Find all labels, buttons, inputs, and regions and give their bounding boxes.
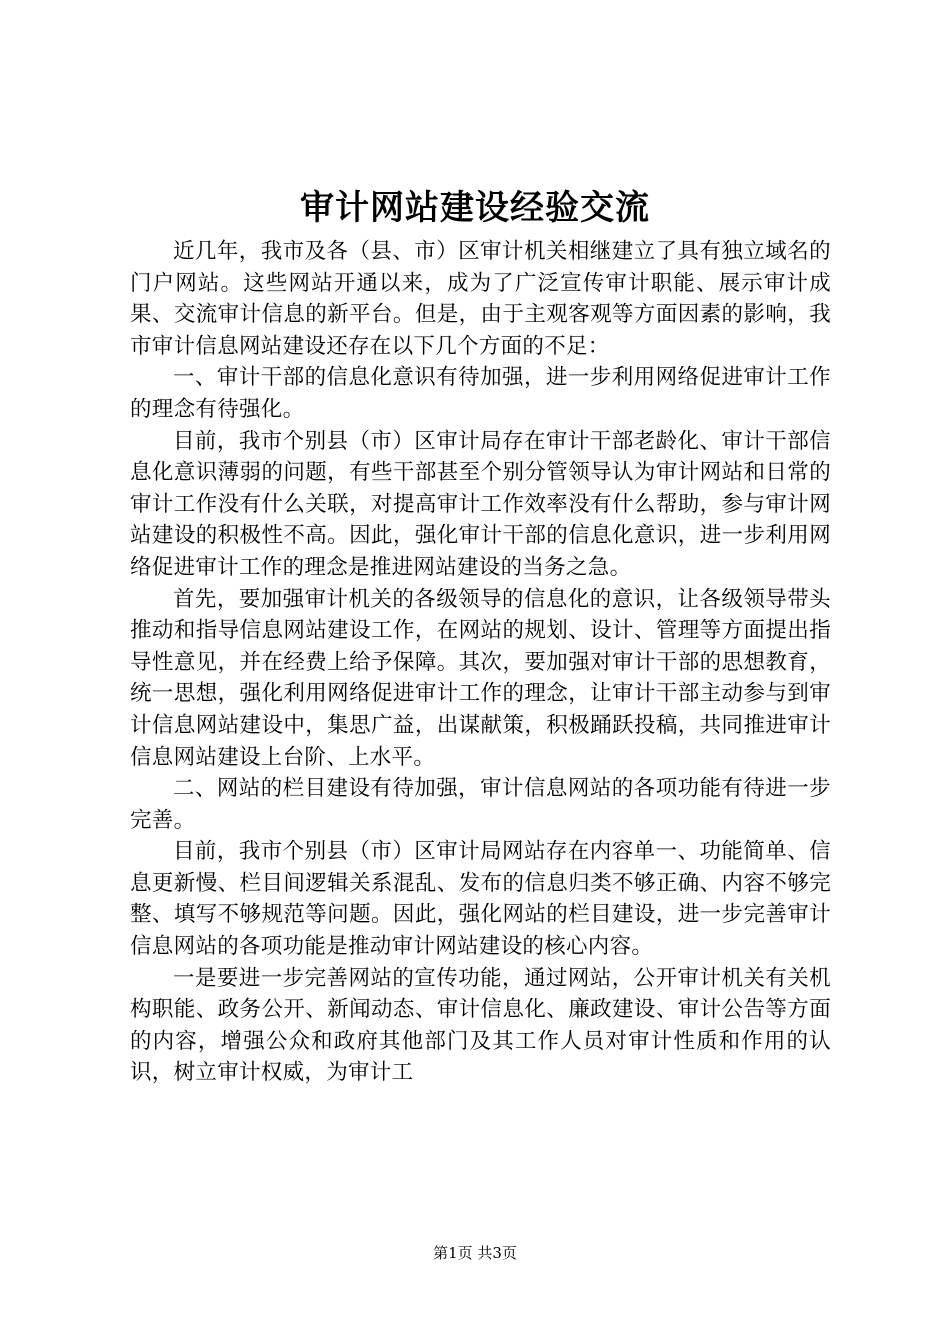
paragraph: 目前，我市个别县（市）区审计局存在审计干部老龄化、审计干部信息化意识薄弱的问题，有些干部甚至个别分管领导认为审计网站和日常的审计工作没有什么关联，对提高审计工作效率没有什么帮助，参与审计网站建设的积极性不高。因此，强化审计干部的信息化意识，进一步利用网络促进审计工作的理念是推进网站建设的当务之急。: [130, 428, 831, 580]
paragraph: 一是要进一步完善网站的宣传功能，通过网站，公开审计机关有关机构职能、政务公开、新闻动态、审计信息化、廉政建设、审计公告等方面的内容，增强公众和政府其他部门及其工作人员对审计性质和作用的认识，树立审计权威，为审计工: [130, 965, 831, 1086]
document-title: 审计网站建设经验交流: [300, 188, 650, 228]
paragraph: 目前，我市个别县（市）区审计局网站存在内容单一、功能简单、信息更新慢、栏目间逻辑关系混乱、发布的信息归类不够正确、内容不够完整、填写不够规范等问题。因此，强化网站的栏目建设，进一步完善审计信息网站的各项功能是推动审计网站建设的核心内容。: [130, 839, 831, 960]
paragraph: 二、网站的栏目建设有待加强，审计信息网站的各项功能有待进一步完善。: [130, 776, 831, 833]
paragraph: 首先，要加强审计机关的各级领导的信息化的意识，让各级领导带头推动和指导信息网站建设工作，在网站的规划、设计、管理等方面提出指导性意见，并在经费上给予保障。其次，要加强对审计干部的思想教育，统一思想，强化利用网络促进审计工作的理念，让审计干部主动参与到审计信息网站建设中，集思广益，出谋献策，积极踊跃投稿，共同推进审计信息网站建设上台阶、上水平。: [130, 586, 831, 770]
page-footer: 第1页 共3页: [433, 1244, 517, 1262]
paragraph: 近几年，我市及各（县、市）区审计机关相继建立了具有独立域名的门户网站。这些网站开通以来，成为了广泛宣传审计职能、展示审计成果、交流审计信息的新平台。但是，由于主观客观等方面因素的影响，我市审计信息网站建设还存在以下几个方面的不足：: [130, 239, 831, 359]
document-body: [130, 236, 831, 1089]
paragraph: 一、审计干部的信息化意识有待加强，进一步利用网络促进审计工作的理念有待强化。: [130, 365, 831, 422]
